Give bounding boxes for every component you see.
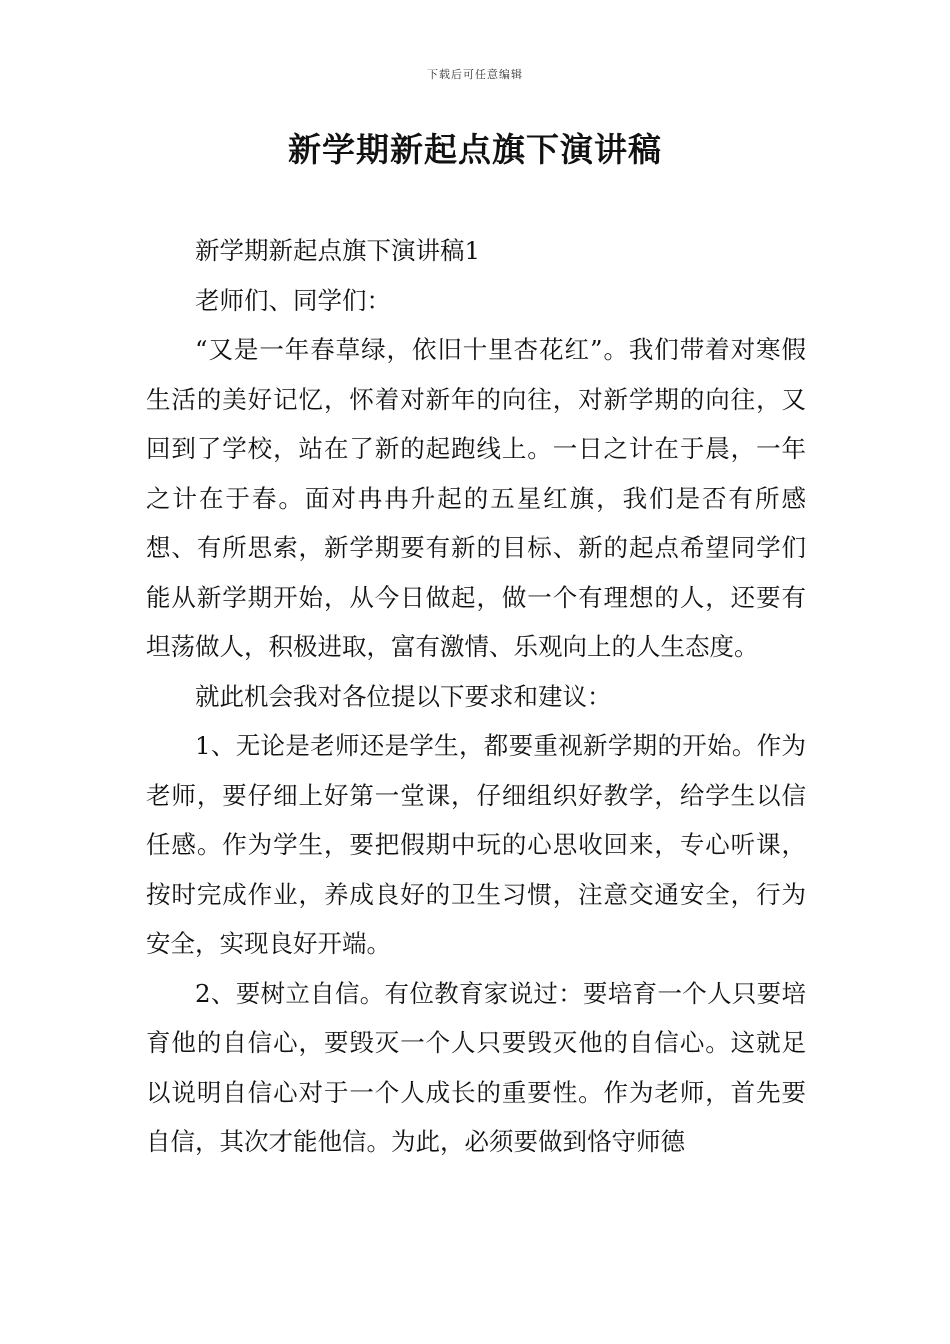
salutation: 老师们、同学们： bbox=[195, 285, 391, 315]
paragraph-point-1: 1、无论是老师还是学生，都要重视新学期的开始。作为老师，要仔细上好第一堂课，仔细组织好教学，给学生以信任感。作为学生，要把假期中玩的心思收回来，专心听课，按时完成作业，养成良好的卫生习惯，注意交通安全，行为安全，实现良好开端。 bbox=[146, 731, 806, 958]
paragraph-point-2: 2、要树立自信。有位教育家说过：要培育一个人只要培育他的自信心，要毁灭一个人只要毁灭他的自信心。这就足以说明自信心对于一个人成长的重要性。作为老师，首先要自信，其次才能他信。为此，必须要做到恪守师德 bbox=[146, 978, 806, 1156]
header-note: 下载后可任意编辑 bbox=[427, 68, 523, 81]
paragraph-opening: “又是一年春草绿，依旧十里杏花红”。我们带着对寒假生活的美好记忆，怀着对新年的向往，对新学期的向往，又回到了学校，站在了新的起跑线上。一日之计在于晨，一年之计在于春。面对冉冉升起的五星红旗，我们是否有所感想、有所思索，新学期要有新的目标、新的起点希望同学们能从新学期开始，从今日做起，做一个有理想的人，还要有坦荡做人，积极进取，富有激情、乐观向上的人生态度。 bbox=[146, 335, 806, 661]
paragraph-intro-requests: 就此机会我对各位提以下要求和建议： bbox=[195, 681, 612, 711]
document-body bbox=[146, 226, 806, 1167]
document-title: 新学期新起点旗下演讲稿 bbox=[288, 130, 662, 169]
speech-subtitle: 新学期新起点旗下演讲稿1 bbox=[195, 236, 481, 265]
